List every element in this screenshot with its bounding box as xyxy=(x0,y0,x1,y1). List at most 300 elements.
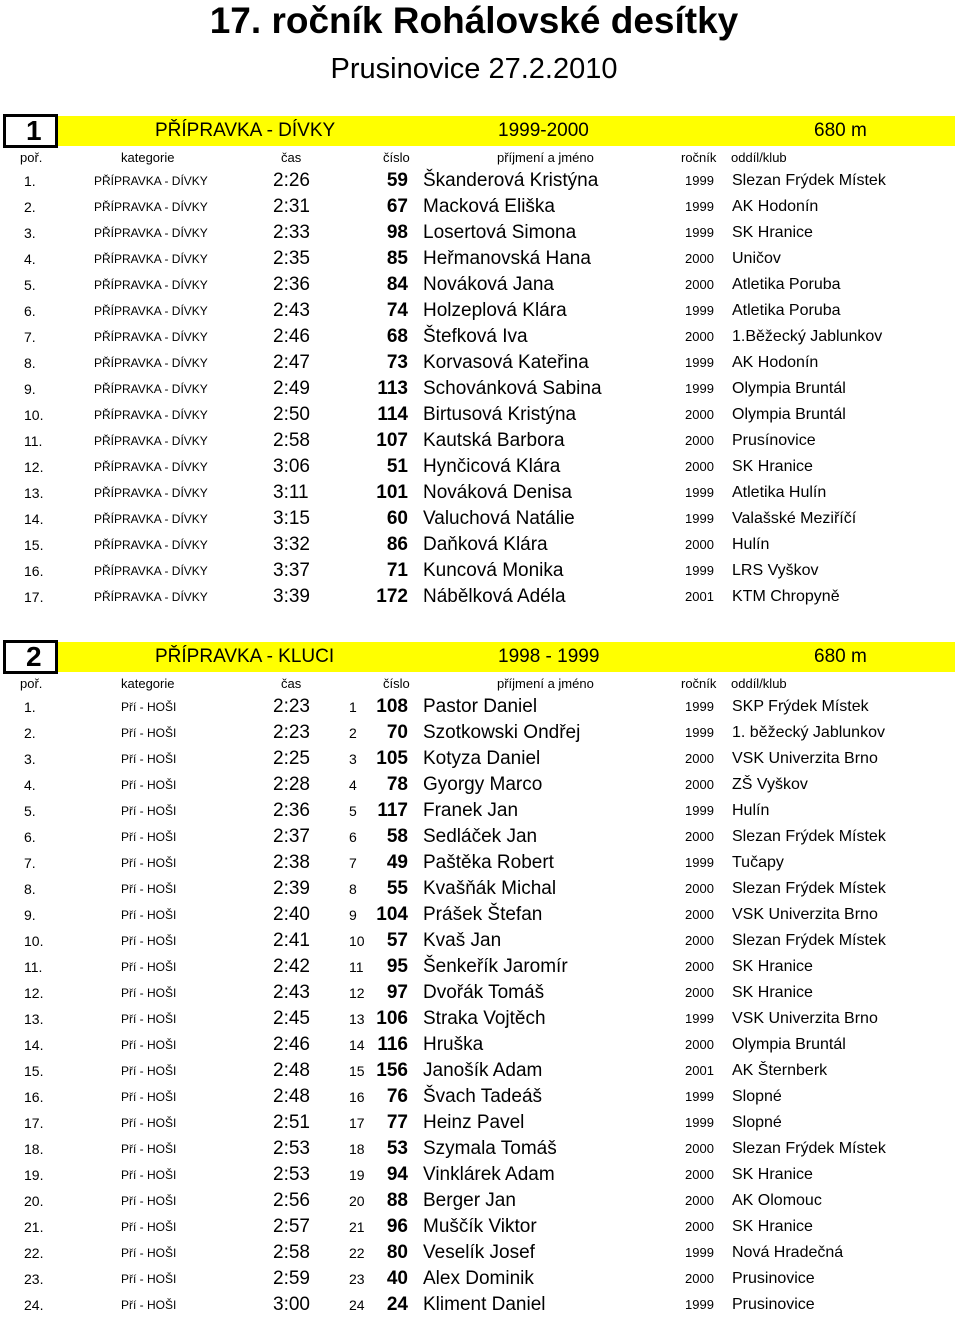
result-club: AK Olomouc xyxy=(732,1192,822,1209)
category-header xyxy=(0,640,960,674)
result-bib-number: 107 xyxy=(376,430,408,451)
result-club: LRS Vyškov xyxy=(732,562,819,579)
result-position: 10. xyxy=(24,407,44,423)
result-category-order: 22 xyxy=(349,1245,365,1261)
result-bib-number: 71 xyxy=(386,560,408,581)
result-row xyxy=(0,746,960,772)
result-year: 2000 xyxy=(685,959,714,974)
result-year: 2000 xyxy=(685,985,714,1000)
result-club: VSK Univerzita Brno xyxy=(732,750,878,767)
result-club: Slopné xyxy=(732,1088,782,1105)
result-time: 2:47 xyxy=(273,352,310,373)
result-club: KTM Chropyně xyxy=(732,588,840,605)
result-row xyxy=(0,798,960,824)
result-bib-number: 59 xyxy=(386,170,408,191)
category-band xyxy=(58,116,955,146)
result-time: 3:15 xyxy=(273,508,310,529)
result-club: SK Hranice xyxy=(732,458,813,475)
result-position: 5. xyxy=(24,277,36,293)
result-year: 1999 xyxy=(685,1089,714,1104)
result-category: PŘÍPRAVKA - DÍVKY xyxy=(94,460,208,474)
result-club: SK Hranice xyxy=(732,1166,813,1183)
result-row xyxy=(0,324,960,350)
result-position: 9. xyxy=(24,381,36,397)
result-name: Paštěka Robert xyxy=(423,852,554,873)
result-name: Prášek Štefan xyxy=(423,904,543,925)
result-name: Nováková Denisa xyxy=(423,482,572,503)
result-bib-number: 76 xyxy=(386,1086,408,1107)
result-row xyxy=(0,168,960,194)
result-category: Pří - HOŠI xyxy=(121,830,177,844)
result-name: Franek Jan xyxy=(423,800,519,821)
result-category: PŘÍPRAVKA - DÍVKY xyxy=(94,278,208,292)
column-header-name: příjmení a jméno xyxy=(497,150,594,165)
result-row xyxy=(0,376,960,402)
result-time: 2:23 xyxy=(273,722,310,743)
category-band xyxy=(58,642,955,672)
result-time: 2:53 xyxy=(273,1164,310,1185)
result-name: Pastor Daniel xyxy=(423,696,538,717)
result-position: 11. xyxy=(24,959,43,975)
result-year: 1999 xyxy=(685,803,714,818)
result-category: PŘÍPRAVKA - DÍVKY xyxy=(94,408,208,422)
result-name: Kliment Daniel xyxy=(423,1294,546,1315)
result-category: Pří - HOŠI xyxy=(121,1064,177,1078)
result-year: 2000 xyxy=(685,933,714,948)
result-position: 8. xyxy=(24,881,36,897)
result-bib-number: 94 xyxy=(386,1164,408,1185)
result-club: VSK Univerzita Brno xyxy=(732,1010,878,1027)
result-position: 23. xyxy=(24,1271,44,1287)
result-row xyxy=(0,954,960,980)
page-title: 17. ročník Rohálovské desítky xyxy=(209,0,739,41)
result-category: Pří - HOŠI xyxy=(121,1012,177,1026)
column-header-number: číslo xyxy=(383,676,410,691)
result-bib-number: 73 xyxy=(386,352,408,373)
result-bib-number: 113 xyxy=(377,378,408,399)
result-time: 2:45 xyxy=(273,1008,310,1029)
result-bib-number: 101 xyxy=(376,482,408,503)
result-bib-number: 24 xyxy=(386,1294,408,1315)
result-name: Šenkeřík Jaromír xyxy=(423,956,568,977)
result-bib-number: 57 xyxy=(386,930,408,951)
result-category-order: 9 xyxy=(349,907,357,923)
result-position: 20. xyxy=(24,1193,44,1209)
result-category: PŘÍPRAVKA - DÍVKY xyxy=(94,486,208,500)
result-position: 16. xyxy=(24,1089,44,1105)
result-position: 15. xyxy=(24,537,44,553)
result-category-order: 2 xyxy=(349,725,357,741)
result-name: Alex Dominik xyxy=(423,1268,534,1289)
result-position: 14. xyxy=(24,511,44,527)
result-time: 2:36 xyxy=(273,274,310,295)
result-row xyxy=(0,1240,960,1266)
result-club: SK Hranice xyxy=(732,1218,813,1235)
result-position: 11. xyxy=(24,433,43,449)
result-bib-number: 51 xyxy=(386,456,408,477)
result-year: 2000 xyxy=(685,277,714,292)
result-time: 2:48 xyxy=(273,1086,310,1107)
column-header-club: oddíl/klub xyxy=(731,150,787,165)
result-club: Slezan Frýdek Místek xyxy=(732,1140,886,1157)
result-category-order: 1 xyxy=(349,699,357,715)
result-bib-number: 156 xyxy=(376,1060,408,1081)
result-row xyxy=(0,298,960,324)
result-time: 2:42 xyxy=(273,956,310,977)
result-name: Švach Tadeáš xyxy=(423,1086,543,1107)
result-position: 22. xyxy=(24,1245,44,1261)
result-time: 3:00 xyxy=(273,1294,310,1315)
result-row xyxy=(0,824,960,850)
result-club: AK Hodonín xyxy=(732,198,819,215)
result-name: Hynčicová Klára xyxy=(423,456,561,477)
result-category-order: 6 xyxy=(349,829,357,845)
result-bib-number: 84 xyxy=(386,274,408,295)
result-position: 12. xyxy=(24,459,44,475)
result-category-order: 24 xyxy=(349,1297,365,1313)
result-time: 2:35 xyxy=(273,248,310,269)
result-year: 1999 xyxy=(685,699,714,714)
result-year: 2000 xyxy=(685,1219,714,1234)
result-time: 2:43 xyxy=(273,300,310,321)
result-club: Atletika Poruba xyxy=(732,302,841,319)
result-year: 1999 xyxy=(685,725,714,740)
result-time: 2:58 xyxy=(273,1242,310,1263)
result-year: 1999 xyxy=(685,381,714,396)
result-club: Olympia Bruntál xyxy=(732,406,846,423)
result-name: Kuncová Monika xyxy=(423,560,564,581)
result-name: Kvaš Jan xyxy=(423,930,502,951)
result-position: 17. xyxy=(24,1115,44,1131)
result-time: 2:50 xyxy=(273,404,310,425)
result-category: Pří - HOŠI xyxy=(121,856,177,870)
result-year: 1999 xyxy=(685,485,714,500)
result-category-order: 15 xyxy=(349,1063,365,1079)
result-category: Pří - HOŠI xyxy=(121,1038,177,1052)
result-club: SKP Frýdek Místek xyxy=(732,698,869,715)
result-bib-number: 116 xyxy=(377,1034,408,1055)
result-time: 2:56 xyxy=(273,1190,310,1211)
result-year: 2000 xyxy=(685,251,714,266)
result-club: Prusinovice xyxy=(732,1296,815,1313)
result-bib-number: 96 xyxy=(386,1216,408,1237)
result-year: 2000 xyxy=(685,777,714,792)
result-club: SK Hranice xyxy=(732,984,813,1001)
result-position: 10. xyxy=(24,933,44,949)
result-name: Berger Jan xyxy=(423,1190,516,1211)
result-name: Kautská Barbora xyxy=(423,430,565,451)
result-category-order: 3 xyxy=(349,751,357,767)
result-bib-number: 106 xyxy=(376,1008,408,1029)
result-club: Hulín xyxy=(732,536,770,553)
result-position: 24. xyxy=(24,1297,44,1313)
result-row xyxy=(0,1292,960,1318)
result-bib-number: 88 xyxy=(386,1190,408,1211)
result-position: 14. xyxy=(24,1037,44,1053)
result-position: 1. xyxy=(24,699,36,715)
result-year: 1999 xyxy=(685,1115,714,1130)
result-position: 21. xyxy=(24,1219,44,1235)
result-name: Janošík Adam xyxy=(423,1060,543,1081)
result-year: 1999 xyxy=(685,225,714,240)
result-position: 18. xyxy=(24,1141,44,1157)
result-name: Korvasová Kateřina xyxy=(423,352,589,373)
result-position: 5. xyxy=(24,803,36,819)
result-year: 2000 xyxy=(685,433,714,448)
result-bib-number: 58 xyxy=(386,826,408,847)
result-category-order: 10 xyxy=(349,933,365,949)
result-name: Macková Eliška xyxy=(423,196,555,217)
result-category-order: 13 xyxy=(349,1011,365,1027)
result-year: 2000 xyxy=(685,907,714,922)
result-row xyxy=(0,194,960,220)
result-name: Straka Vojtěch xyxy=(423,1008,546,1029)
result-time: 2:49 xyxy=(273,378,310,399)
result-time: 2:43 xyxy=(273,982,310,1003)
result-name: Hruška xyxy=(423,1034,484,1055)
result-row xyxy=(0,428,960,454)
result-year: 1999 xyxy=(685,563,714,578)
result-time: 2:40 xyxy=(273,904,310,925)
result-time: 2:23 xyxy=(273,696,310,717)
category-name: PŘÍPRAVKA - KLUCI xyxy=(155,646,335,667)
column-header-row xyxy=(0,148,960,168)
result-category-order: 20 xyxy=(349,1193,365,1209)
result-time: 2:36 xyxy=(273,800,310,821)
result-category: PŘÍPRAVKA - DÍVKY xyxy=(94,512,208,526)
result-club: Prusínovice xyxy=(732,432,816,449)
column-header-year: ročník xyxy=(681,676,717,691)
result-time: 3:39 xyxy=(273,586,310,607)
result-time: 2:31 xyxy=(273,196,310,217)
result-position: 8. xyxy=(24,355,36,371)
result-category: Pří - HOŠI xyxy=(121,726,177,740)
result-club: AK Šternberk xyxy=(732,1062,828,1079)
result-row xyxy=(0,558,960,584)
result-category: Pří - HOŠI xyxy=(121,960,177,974)
result-category: Pří - HOŠI xyxy=(121,1272,177,1286)
result-category: PŘÍPRAVKA - DÍVKY xyxy=(94,200,208,214)
category-section-1 xyxy=(0,114,960,610)
result-time: 2:48 xyxy=(273,1060,310,1081)
result-category: Pří - HOŠI xyxy=(121,1298,177,1312)
result-year: 1999 xyxy=(685,355,714,370)
result-club: SK Hranice xyxy=(732,224,813,241)
result-bib-number: 74 xyxy=(386,300,408,321)
result-bib-number: 77 xyxy=(386,1112,408,1133)
result-row xyxy=(0,720,960,746)
result-position: 4. xyxy=(24,251,36,267)
result-row xyxy=(0,246,960,272)
result-name: Heinz Pavel xyxy=(423,1112,525,1133)
result-time: 2:53 xyxy=(273,1138,310,1159)
result-category: PŘÍPRAVKA - DÍVKY xyxy=(94,252,208,266)
result-category-order: 14 xyxy=(349,1037,365,1053)
column-header-year: ročník xyxy=(681,150,717,165)
result-name: Dvořák Tomáš xyxy=(423,982,545,1003)
result-position: 7. xyxy=(24,329,36,345)
result-category: PŘÍPRAVKA - DÍVKY xyxy=(94,564,208,578)
result-name: Štefková Iva xyxy=(423,326,528,347)
result-time: 2:59 xyxy=(273,1268,310,1289)
result-club: Prusinovice xyxy=(732,1270,815,1287)
result-category: PŘÍPRAVKA - DÍVKY xyxy=(94,174,208,188)
result-row xyxy=(0,694,960,720)
result-category: PŘÍPRAVKA - DÍVKY xyxy=(94,356,208,370)
result-row xyxy=(0,1110,960,1136)
result-category: Pří - HOŠI xyxy=(121,908,177,922)
result-time: 3:37 xyxy=(273,560,310,581)
result-category: Pří - HOŠI xyxy=(121,1194,177,1208)
result-year: 2000 xyxy=(685,537,714,552)
result-bib-number: 60 xyxy=(386,508,408,529)
result-category: Pří - HOŠI xyxy=(121,700,177,714)
result-position: 6. xyxy=(24,829,36,845)
result-year: 1999 xyxy=(685,173,714,188)
result-row xyxy=(0,272,960,298)
result-time: 2:51 xyxy=(273,1112,310,1133)
result-time: 2:46 xyxy=(273,326,310,347)
result-club: Atletika Poruba xyxy=(732,276,841,293)
result-row xyxy=(0,1006,960,1032)
result-year: 1999 xyxy=(685,511,714,526)
result-category-order: 5 xyxy=(349,803,357,819)
category-distance: 680 m xyxy=(814,646,867,667)
result-club: Slezan Frýdek Místek xyxy=(732,880,886,897)
column-header-row xyxy=(0,674,960,694)
result-category: Pří - HOŠI xyxy=(121,1116,177,1130)
result-row xyxy=(0,902,960,928)
result-position: 7. xyxy=(24,855,36,871)
result-category-order: 12 xyxy=(349,985,365,1001)
result-club: Slezan Frýdek Místek xyxy=(732,828,886,845)
page-subtitle: Prusinovice 27.2.2010 xyxy=(330,53,618,85)
result-name: Kotyza Daniel xyxy=(423,748,541,769)
result-bib-number: 85 xyxy=(386,248,408,269)
result-year: 1999 xyxy=(685,1245,714,1260)
result-position: 9. xyxy=(24,907,36,923)
result-category: Pří - HOŠI xyxy=(121,1142,177,1156)
result-row xyxy=(0,1032,960,1058)
result-category-order: 4 xyxy=(349,777,357,793)
result-bib-number: 117 xyxy=(377,800,408,821)
result-year: 2000 xyxy=(685,1167,714,1182)
result-name: Szotkowski Ondřej xyxy=(423,722,581,743)
result-bib-number: 97 xyxy=(386,982,408,1003)
result-bib-number: 172 xyxy=(376,586,408,607)
result-category-order: 16 xyxy=(349,1089,365,1105)
result-name: Heřmanovská Hana xyxy=(423,248,591,269)
column-header-time: čas xyxy=(281,150,302,165)
result-year: 2000 xyxy=(685,1271,714,1286)
result-club: Olympia Bruntál xyxy=(732,1036,846,1053)
result-row xyxy=(0,1214,960,1240)
result-club: SK Hranice xyxy=(732,958,813,975)
result-year: 2001 xyxy=(685,1063,714,1078)
result-row xyxy=(0,584,960,610)
result-club: Slopné xyxy=(732,1114,782,1131)
result-time: 2:28 xyxy=(273,774,310,795)
result-year: 1999 xyxy=(685,1297,714,1312)
result-category: PŘÍPRAVKA - DÍVKY xyxy=(94,590,208,604)
result-position: 3. xyxy=(24,751,36,767)
result-category: PŘÍPRAVKA - DÍVKY xyxy=(94,538,208,552)
result-year: 1999 xyxy=(685,1011,714,1026)
result-category-order: 19 xyxy=(349,1167,365,1183)
result-time: 3:11 xyxy=(273,482,309,503)
result-name: Muščík Viktor xyxy=(423,1216,537,1237)
result-position: 6. xyxy=(24,303,36,319)
result-category: Pří - HOŠI xyxy=(121,778,177,792)
result-club: 1. běžecký Jablunkov xyxy=(732,724,885,741)
result-row xyxy=(0,1162,960,1188)
result-position: 17. xyxy=(24,589,44,605)
result-year: 2000 xyxy=(685,1037,714,1052)
result-row xyxy=(0,350,960,376)
result-bib-number: 114 xyxy=(377,404,408,425)
result-row xyxy=(0,928,960,954)
result-row xyxy=(0,532,960,558)
result-row xyxy=(0,454,960,480)
category-name: PŘÍPRAVKA - DÍVKY xyxy=(155,120,336,141)
result-position: 13. xyxy=(24,1011,44,1027)
result-bib-number: 40 xyxy=(386,1268,408,1289)
result-category: Pří - HOŠI xyxy=(121,1090,177,1104)
result-bib-number: 95 xyxy=(386,956,408,977)
result-name: Veselík Josef xyxy=(423,1242,535,1263)
result-time: 2:33 xyxy=(273,222,310,243)
result-time: 2:26 xyxy=(273,170,310,191)
result-position: 12. xyxy=(24,985,44,1001)
result-club: Slezan Frýdek Místek xyxy=(732,172,886,189)
result-row xyxy=(0,1058,960,1084)
result-time: 3:32 xyxy=(273,534,310,555)
result-category: PŘÍPRAVKA - DÍVKY xyxy=(94,434,208,448)
result-name: Nábělková Adéla xyxy=(423,586,566,607)
result-position: 4. xyxy=(24,777,36,793)
result-time: 2:41 xyxy=(273,930,310,951)
result-year: 2000 xyxy=(685,1141,714,1156)
result-category: Pří - HOŠI xyxy=(121,882,177,896)
result-bib-number: 98 xyxy=(386,222,408,243)
result-category: Pří - HOŠI xyxy=(121,1220,177,1234)
result-bib-number: 70 xyxy=(386,722,408,743)
result-row xyxy=(0,480,960,506)
result-category-order: 8 xyxy=(349,881,357,897)
result-category: Pří - HOŠI xyxy=(121,752,177,766)
result-category: PŘÍPRAVKA - DÍVKY xyxy=(94,304,208,318)
result-time: 2:25 xyxy=(273,748,310,769)
result-position: 1. xyxy=(24,173,36,189)
result-bib-number: 78 xyxy=(386,774,408,795)
category-number: 1 xyxy=(3,114,58,148)
result-year: 2000 xyxy=(685,829,714,844)
result-time: 3:06 xyxy=(273,456,310,477)
result-club: 1.Běžecký Jablunkov xyxy=(732,328,883,345)
result-row xyxy=(0,876,960,902)
result-bib-number: 105 xyxy=(376,748,408,769)
column-header-name: příjmení a jméno xyxy=(497,676,594,691)
result-time: 2:39 xyxy=(273,878,310,899)
result-category-order: 11 xyxy=(349,959,364,975)
column-header-club: oddíl/klub xyxy=(731,676,787,691)
category-years: 1999-2000 xyxy=(498,120,589,141)
category-distance: 680 m xyxy=(814,120,867,141)
result-year: 2000 xyxy=(685,459,714,474)
column-header-number: číslo xyxy=(383,150,410,165)
result-year: 2001 xyxy=(685,589,714,604)
result-row xyxy=(0,506,960,532)
